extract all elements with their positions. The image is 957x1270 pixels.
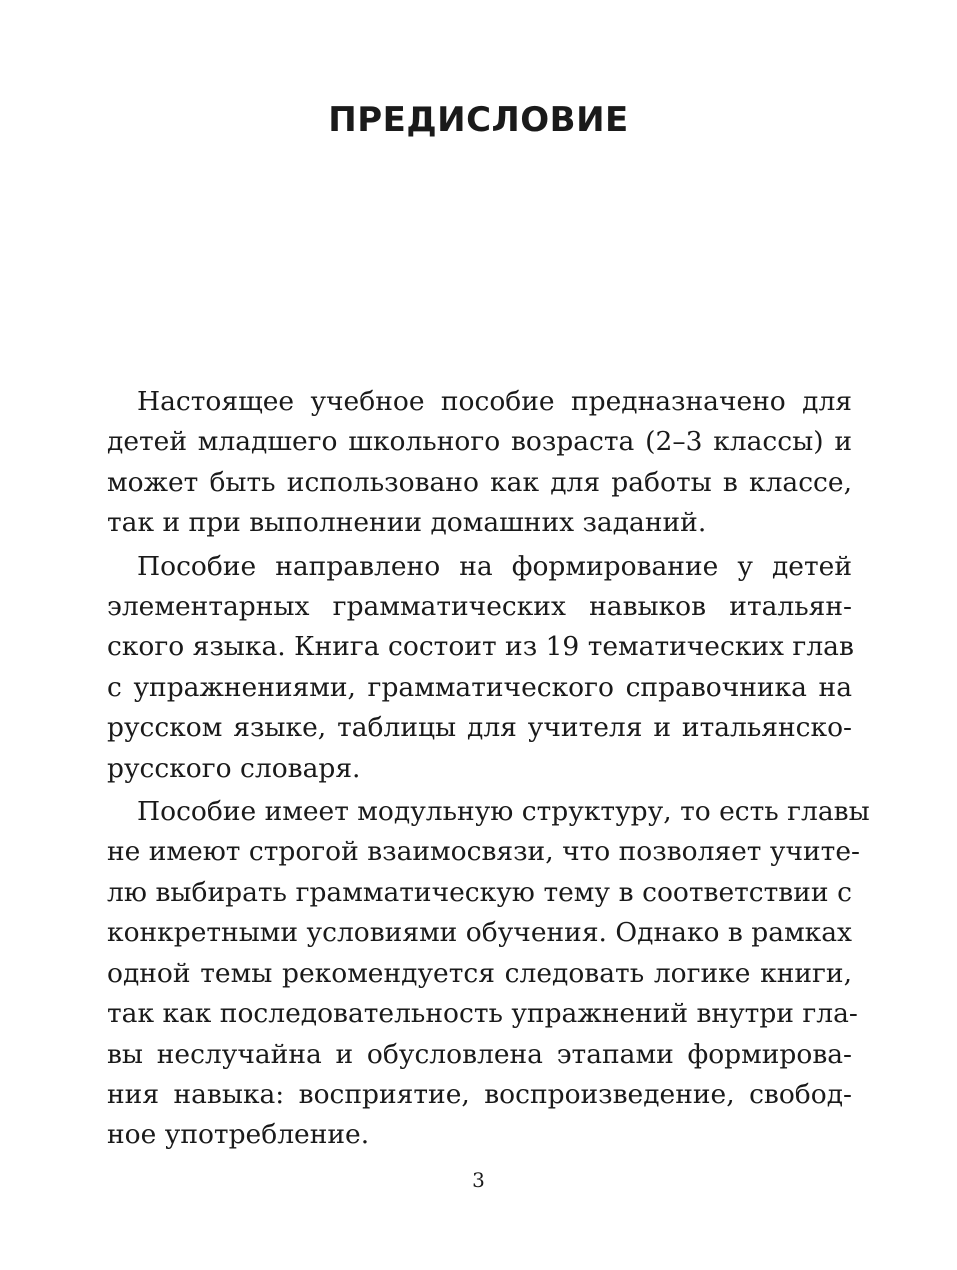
text-line: элементарных грамматических навыков итальян- <box>107 591 852 623</box>
text-line: детей младшего школьного возраста (2–3 классы) и <box>107 426 852 458</box>
page-number: 3 <box>472 1168 485 1192</box>
paragraph-book-structure <box>107 547 852 789</box>
text-line: русского словаря. <box>107 752 361 784</box>
text-line: так и при выполнении домашних заданий. <box>107 507 707 539</box>
text-line: не имеют строгой взаимосвязи, что позволяет учите- <box>107 836 860 868</box>
paragraph-intended-audience <box>107 382 852 544</box>
text-line: может быть использовано как для работы в классе, <box>107 466 852 498</box>
text-line: конкретными условиями обучения. Однако в рамках <box>107 917 852 949</box>
text-line: ского языка. Книга состоит из 19 тематических глав <box>107 631 854 663</box>
text-line: Пособие имеет модульную структуру, то есть главы <box>137 796 870 828</box>
text-line: так как последовательность упражнений внутри гла- <box>107 998 858 1030</box>
text-line: с упражнениями, грамматического справочника на <box>107 671 852 703</box>
paragraph-modular-structure <box>107 792 870 1156</box>
text-line: лю выбирать грамматическую тему в соответствии с <box>107 876 852 908</box>
text-line: ния навыка: восприятие, воспроизведение, свобод- <box>107 1078 852 1110</box>
text-line: Пособие направлено на формирование у детей <box>137 550 852 582</box>
text-line: русском языке, таблицы для учителя и итальянско- <box>107 712 852 744</box>
preface-body <box>107 382 870 1159</box>
text-line: одной темы рекомендуется следовать логике книги, <box>107 957 852 989</box>
text-line: вы неслучайна и обусловлена этапами формирова- <box>107 1038 852 1070</box>
page-title: ПРЕДИСЛОВИЕ <box>328 100 629 140</box>
text-line: Настоящее учебное пособие предназначено для <box>137 386 852 417</box>
text-line: ное употребление. <box>107 1119 370 1151</box>
